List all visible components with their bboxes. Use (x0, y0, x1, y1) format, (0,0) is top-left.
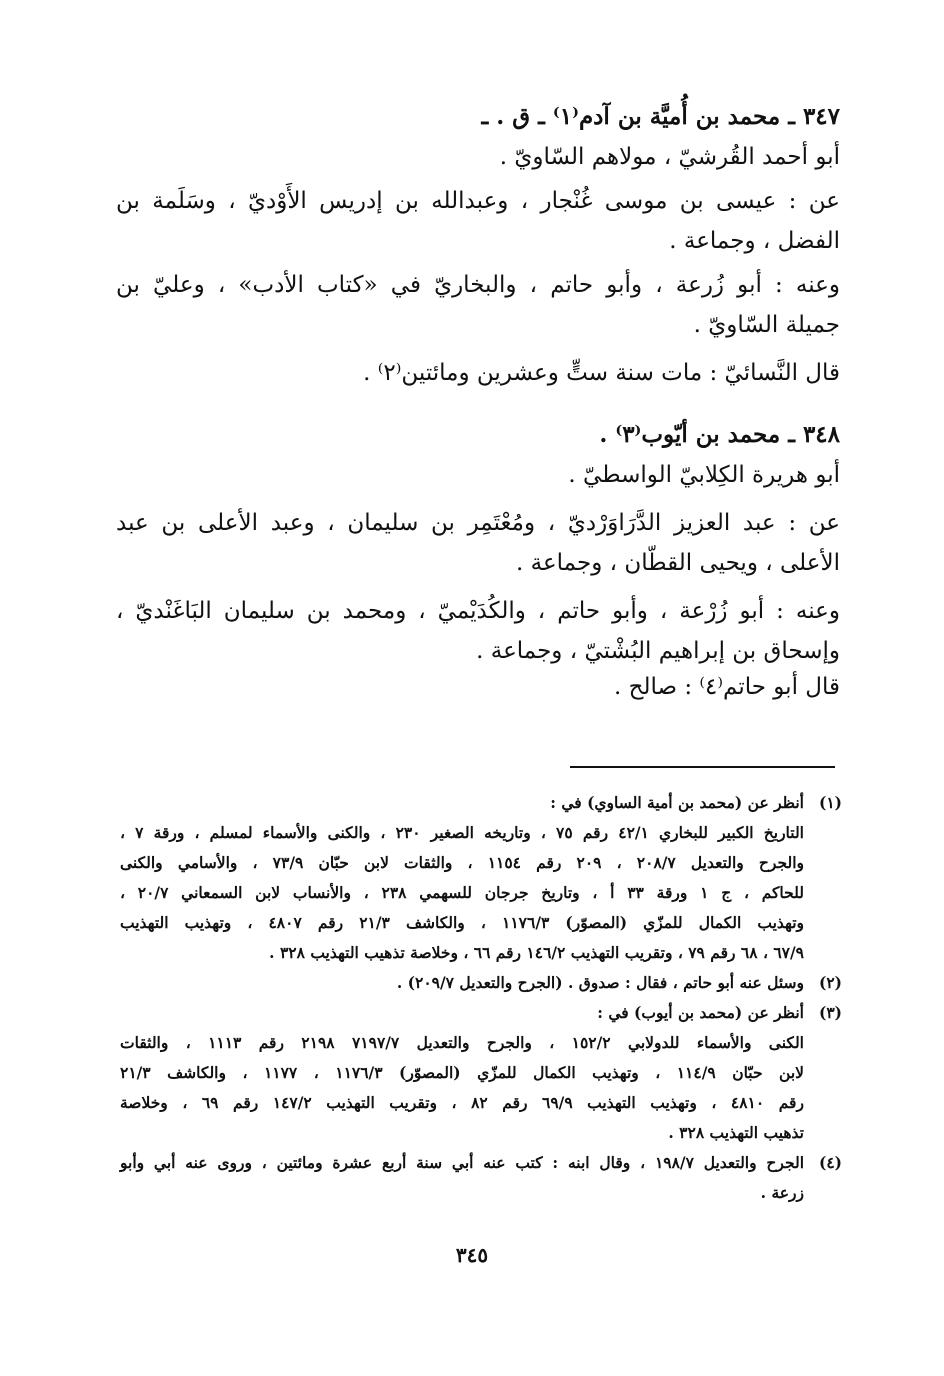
footnote-divider (570, 766, 835, 768)
entry-kunya: أبو أحمد القُرشيّ ، مولاهم السّاويّ . (499, 144, 840, 170)
footnote-number: (٤) (818, 1153, 842, 1172)
entry-students: وعنه : أبو زُرْعة ، وأبو حاتم ، والكُدَيْميّ ، ومحمد بن سليمان البَاغَنْديّ ، (116, 598, 840, 624)
entry-teachers-cont: الأعلى ، ويحيى القطّان ، وجماعة . (516, 550, 840, 576)
page-number: ٣٤٥ (455, 1243, 489, 1267)
entry-teachers-cont: الفضل ، وجماعة . (669, 228, 840, 254)
footnote-1 (120, 788, 842, 968)
footnote-line: لابن حبّان ١١٤/٩ ، وتهذيب الكمال للمزّي (المصوّر) ١١٧٦/٣ ، ١١٧٧ ، والكاشف ٢١/٣ (120, 1063, 804, 1082)
footnotes (120, 788, 842, 1208)
footnote-line: للحاكم ، ج ١ ورقة ٣٣ أ ، وتاريخ جرجان للسهمي ٢٣٨ ، والأنساب لابن السمعاني ٢٠/٧ ، (120, 883, 805, 902)
entry-students-cont: جميلة السّاويّ . (693, 312, 840, 338)
footnote-line: أنظر عن (محمد بن أيوب) في : (597, 1003, 804, 1022)
footnote-line: والجرح والتعديل ٢٠٨/٧ ، ٢٠٩ رقم ١١٥٤ ، والثقات لابن حبّان ٧٣/٩ ، والأسامي والكنى (120, 853, 804, 872)
footnote-line: وسئل عنه أبو حاتم ، فقال : صدوق . (الجرح والتعديل ٢٠٩/٧) . (396, 973, 804, 992)
footnote-2 (120, 968, 842, 998)
footnote-line: تذهيب التهذيب ٣٢٨ . (668, 1123, 804, 1142)
footnote-number: (٢) (818, 973, 842, 992)
entry-teachers: عن : عبد العزيز الدَّرَاوَرْديّ ، ومُعْتَمِر بن سليمان ، وعبد الأعلى بن عبد (116, 510, 840, 536)
footnote-line: الجرح والتعديل ١٩٨/٧ ، وقال ابنه : كتب عنه أبي سنة أربع عشرة ومائتين ، وروى عنه أبي وأبو (120, 1153, 804, 1172)
footnote-line: التاريخ الكبير للبخاري ٤٢/١ رقم ٧٥ ، وتاريخه الصغير ٢٣٠ ، والكنى والأسماء لمسلم ، ورقة ٧ ، (120, 823, 804, 842)
footnote-line: زرعة . (760, 1183, 804, 1202)
footnote-line: الكنى والأسماء للدولابي ١٥٢/٢ ، والجرح والتعديل ٧١٩٧/٧ ٢١٩٨ رقم ١١١٣ ، والثقات (120, 1033, 804, 1052)
footnote-3 (120, 998, 842, 1148)
entry-kunya: أبو هريرة الكِلابيّ الواسطيّ . (568, 462, 840, 488)
footnote-line: أنظر عن (محمد بن أمية الساوي) في : (550, 793, 804, 812)
entry-teachers: عن : عيسى بن موسى غُنْجار ، وعبدالله بن إدريس الأَوْديّ ، وسَلَمة بن (116, 188, 840, 214)
footnote-number: (٣) (818, 1003, 842, 1022)
entry-students: وعنه : أبو زُرعة ، وأبو حاتم ، والبخاريّ في «كتاب الأدب» ، وعليّ بن (116, 272, 840, 298)
entry-verdict: قال النَّسائيّ : مات سنة ستٍّ وعشرين ومائتين⁽٢⁾ . (363, 360, 840, 386)
footnote-line: وتهذيب الكمال للمزّي (المصوّر) ١١٧٦/٣ ، والكاشف ٢١/٣ رقم ٤٨٠٧ ، وتهذيب التهذيب (120, 913, 805, 932)
footnote-number: (١) (818, 793, 842, 812)
footnote-4 (120, 1148, 842, 1208)
footnote-line: ٦٧/٩ ، ٦٨ رقم ٧٩ ، وتقريب التهذيب ١٤٦/٢ رقم ٦٦ ، وخلاصة تذهيب التهذيب ٣٢٨ . (269, 943, 804, 962)
entry-348 (116, 418, 840, 704)
entry-verdict: قال أبو حاتم⁽٤⁾ : صالح . (614, 674, 840, 700)
entry-title: ٣٤٨ ـ محمد بن أيّوب⁽٣⁾ . (599, 421, 840, 448)
entry-title: ٣٤٧ ـ محمد بن أُميَّة بن آدم⁽١⁾ ـ ق . ـ (481, 103, 840, 130)
entry-347 (116, 100, 840, 390)
entry-students-cont: وإسحاق بن إبراهيم البُشْتيّ ، وجماعة . (476, 638, 840, 664)
footnote-line: رقم ٤٨١٠ ، وتهذيب التهذيب ٦٩/٩ رقم ٨٢ ، وتقريب التهذيب ١٤٧/٢ رقم ٦٩ ، وخلاصة (120, 1093, 804, 1112)
